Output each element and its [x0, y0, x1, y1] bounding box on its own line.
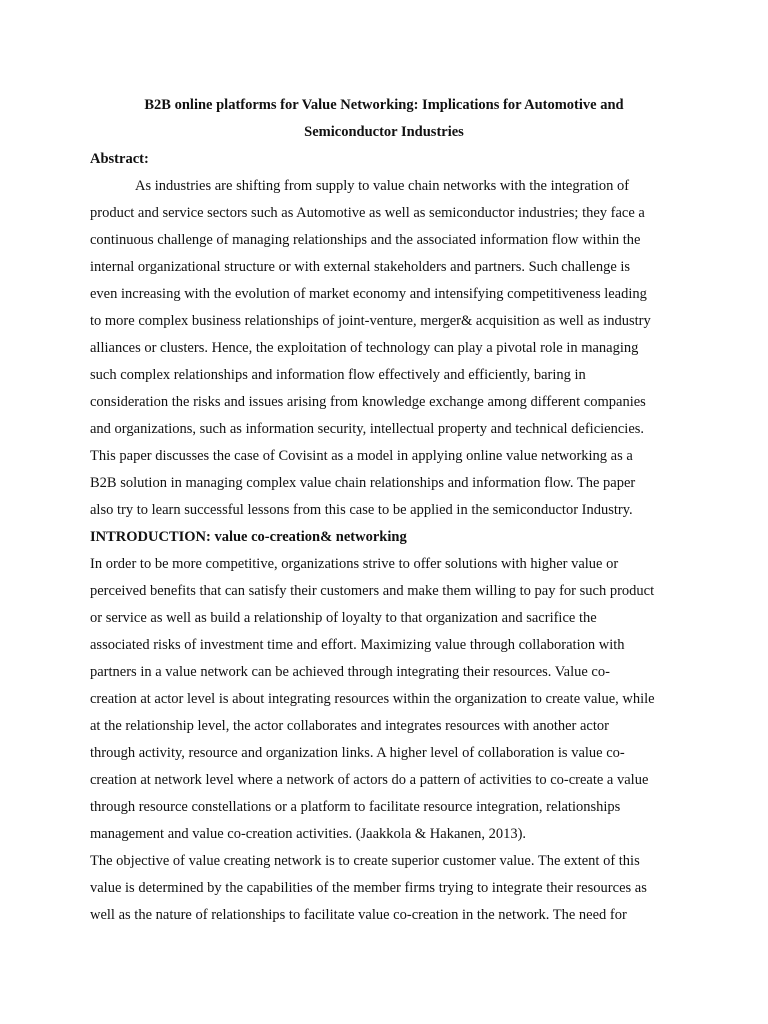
text-line: alliances or clusters. Hence, the exploitation of technology can play a pivotal role in managing — [90, 340, 639, 356]
text-line: well as the nature of relationships to facilitate value co-creation in the network. The need for — [90, 907, 627, 923]
text-line: perceived benefits that can satisfy their customers and make them willing to pay for such product — [90, 583, 655, 599]
text-line: continuous challenge of managing relationships and the associated information flow within the — [90, 232, 641, 248]
text-line: and organizations, such as information security, intellectual property and technical deficiencies. — [90, 421, 645, 437]
title-line: B2B online platforms for Value Networking: Implications for Automotive and — [144, 97, 624, 113]
text-line: at the relationship level, the actor collaborates and integrates resources with another actor — [90, 718, 609, 734]
text-line: management and value co-creation activities. (Jaakkola & Hakanen, 2013). — [90, 826, 527, 842]
introduction-paragraph-2 — [90, 848, 680, 929]
abstract-heading: Abstract: — [90, 151, 149, 167]
text-line: internal organizational structure or with external stakeholders and partners. Such challenge is — [90, 259, 631, 275]
introduction-paragraph-1 — [90, 551, 680, 848]
text-line: such complex relationships and information flow effectively and efficiently, baring in — [90, 367, 586, 383]
text-line: In order to be more competitive, organizations strive to offer solutions with higher value or — [90, 556, 619, 572]
text-line: product and service sectors such as Automotive as well as semiconductor industries; they face a — [90, 205, 645, 221]
text-line: The objective of value creating network is to create superior customer value. The extent of this — [90, 853, 640, 869]
text-line: associated risks of investment time and effort. Maximizing value through collaboration with — [90, 637, 625, 653]
text-line: B2B solution in managing complex value chain relationships and information flow. The paper — [90, 475, 636, 491]
paper-body — [90, 146, 680, 929]
introduction-heading: INTRODUCTION: value co-creation& networking — [90, 529, 407, 545]
abstract-paragraph — [90, 173, 680, 524]
text-line: through activity, resource and organization links. A higher level of collaboration is value co- — [90, 745, 625, 761]
text-line: to more complex business relationships of joint-venture, merger& acquisition as well as industry — [90, 313, 651, 329]
text-line: creation at actor level is about integrating resources within the organization to create value, while — [90, 691, 655, 707]
text-line: even increasing with the evolution of market economy and intensifying competitiveness leading — [90, 286, 647, 302]
text-line: value is determined by the capabilities of the member firms trying to integrate their resources as — [90, 880, 647, 896]
text-line: through resource constellations or a platform to facilitate resource integration, relationships — [90, 799, 621, 815]
text-line: or service as well as build a relationship of loyalty to that organization and sacrifice the — [90, 610, 597, 626]
paper-title — [90, 92, 678, 146]
text-line: creation at network level where a network of actors do a pattern of activities to co-create a value — [90, 772, 649, 788]
text-line: This paper discusses the case of Covisint as a model in applying online value networking as a — [90, 448, 633, 464]
text-line: consideration the risks and issues arising from knowledge exchange among different companies — [90, 394, 646, 410]
text-line: As industries are shifting from supply to value chain networks with the integration of — [135, 178, 630, 194]
text-line: also try to learn successful lessons from this case to be applied in the semiconductor Industry. — [90, 502, 633, 518]
title-line: Semiconductor Industries — [304, 124, 464, 140]
text-line: partners in a value network can be achieved through integrating their resources. Value co- — [90, 664, 610, 680]
